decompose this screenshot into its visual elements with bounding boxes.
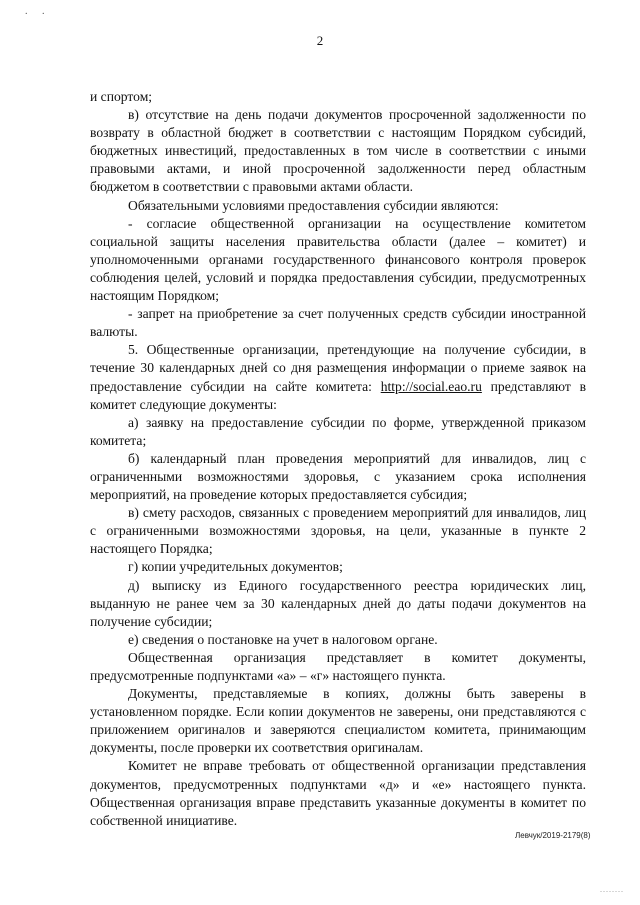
document-body: [90, 88, 586, 830]
paragraph: Комитет не вправе требовать от общественной организации представления документов, предусмотренных подпунктами «д» и «е» настоящего пункта. Общественная организация вправе представить указанные документы в комитет по собственной инициативе.: [90, 758, 586, 828]
paragraph: и спортом;: [90, 89, 153, 104]
paragraph: в) смету расходов, связанных с проведением мероприятий для инвалидов, лиц с ограниченными возможностями здоровья, на цели, указанные в пункте 2 настоящего Порядка;: [90, 505, 586, 557]
document-registration-code: Левчук/2019-2179(8): [515, 831, 591, 840]
paragraph: Общественная организация представляет в комитет документы, предусмотренные подпунктами «а» – «г» настоящего пункта.: [90, 649, 586, 683]
paragraph-5-tail: представляют в комитет следующие документы:: [90, 378, 586, 412]
paragraph-5-text: 5. Общественные организации, претендующие на получение субсидии, в течение 30 календарных дней со дня размещения информации о приеме заявок на предоставление субсидии на сайте комитета:: [90, 342, 586, 394]
paragraph-5: [90, 341, 586, 413]
paragraph: Документы, представляемые в копиях, должны быть заверены в установленном порядке. Если копии документов не заверены, они представляются с приложением оригиналов и заверяются специалистом комитета, принимающим документы, после проверки их соответствия оригиналам.: [90, 686, 586, 756]
paragraph: г) копии учредительных документов;: [128, 559, 343, 575]
site-link[interactable]: http://social.eao.ru: [380, 378, 482, 394]
paragraph: - согласие общественной организации на осуществление комитетом социальной защиты населения правительства области (далее – комитет) и уполномоченными органами государственного финансового контроля проверок соблюдения целей, условий и порядка предоставления субсидии, предусмотренных настоящим Порядком;: [90, 215, 586, 304]
paragraph: - запрет на приобретение за счет полученных средств субсидии иностранной валюты.: [90, 306, 586, 340]
paragraph: Обязательными условиями предоставления субсидии являются:: [128, 197, 499, 213]
paragraph: е) сведения о постановке на учет в налоговом органе.: [128, 631, 438, 647]
paragraph: д) выписку из Единого государственного реестра юридических лиц, выданную не ранее чем за 30 календарных дней до даты подачи документов на получение субсидии;: [90, 577, 586, 629]
scan-dots-bottom-right: ........: [600, 885, 624, 894]
paragraph: а) заявку на предоставление субсидии по форме, утвержденной приказом комитета;: [90, 414, 586, 448]
page-number: 2: [316, 33, 324, 48]
paragraph: в) отсутствие на день подачи документов просроченной задолженности по возврату в областной бюджет в соответствии с настоящим Порядком субсидий, бюджетных инвестиций, предоставленных в том числе в соответствии с иными правовыми актами, и иной просроченной задолженности перед областным бюджетом в соответствии с правовыми актами области.: [90, 107, 586, 195]
paragraph: б) календарный план проведения мероприятий для инвалидов, лиц с ограниченными возможностями здоровья, с указанием срока исполнения мероприятий, на проведение которых предоставляется субсидия;: [90, 450, 586, 503]
scan-dots-top-left: . .: [25, 6, 51, 17]
